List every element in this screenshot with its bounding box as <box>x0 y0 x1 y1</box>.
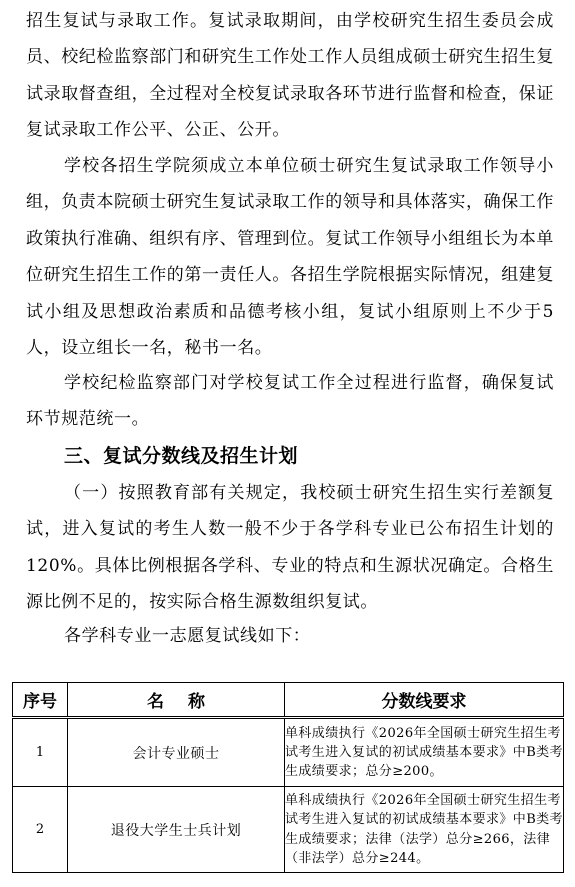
header-requirement: 分数线要求 <box>285 683 564 718</box>
table-header-row <box>13 683 564 718</box>
section-heading: 三、复试分数线及招生计划 <box>64 445 299 467</box>
paragraph-score-line-intro: 各学科专业一志愿复试线如下： <box>64 626 311 646</box>
row-requirement: 单科成绩执行《2026年全国硕士研究生招生考试考生进入复试的初试成绩基本要求》中B类考生成绩要求；总分≥200。 <box>285 718 564 787</box>
row-requirement: 单科成绩执行《2026年全国硕士研究生招生考试考生进入复试的初试成绩基本要求》中B类考生成绩要求；法律（法学）总分≥266，法律（非法学）总分≥244。 <box>285 787 564 873</box>
header-num: 序号 <box>13 683 68 718</box>
row-name: 退役大学生士兵计划 <box>68 787 285 873</box>
paragraph-college-leading-group: 学校各招生学院须成立本单位硕士研究生复试录取工作领导小组，负责本院硕士研究生复试录取工作的领导和具体落实，确保工作政策执行准确、组织有序、管理到位。复试工作领导小组组长为本单位研究生招生工作的第一责任人。各招生学院根据实际情况，组建复试小组及思想政治素质和品德考核小组，复试小组原则上不少于5人，设立组长一名，秘书一名。 <box>26 156 554 359</box>
header-name: 名称 <box>68 683 285 718</box>
row-num: 2 <box>13 787 68 873</box>
table-row <box>13 718 564 787</box>
table-row <box>13 787 564 873</box>
row-name: 会计专业硕士 <box>68 718 285 787</box>
score-line-table <box>12 682 564 873</box>
paragraph-differential-review: （一）按照教育部有关规定，我校硕士研究生招生实行差额复试，进入复试的考生人数一般不少于各学科专业已公布招生计划的120%。具体比例根据各学科、专业的特点和生源状况确定。合格生源比例不足的，按实际合格生源数组织复试。 <box>26 483 554 613</box>
paragraph-review-supervision: 招生复试与录取工作。复试录取期间，由学校研究生招生委员会成员、校纪检监察部门和研究生工作处工作人员组成硕士研究生招生复试录取督查组，全过程对全校复试录取各环节进行监督和检查，保证复试录取工作公平、公正、公开。 <box>26 11 554 141</box>
paragraph-discipline-supervision: 学校纪检监察部门对学校复试工作全过程进行监督，确保复试环节规范统一。 <box>26 373 554 430</box>
row-num: 1 <box>13 718 68 787</box>
